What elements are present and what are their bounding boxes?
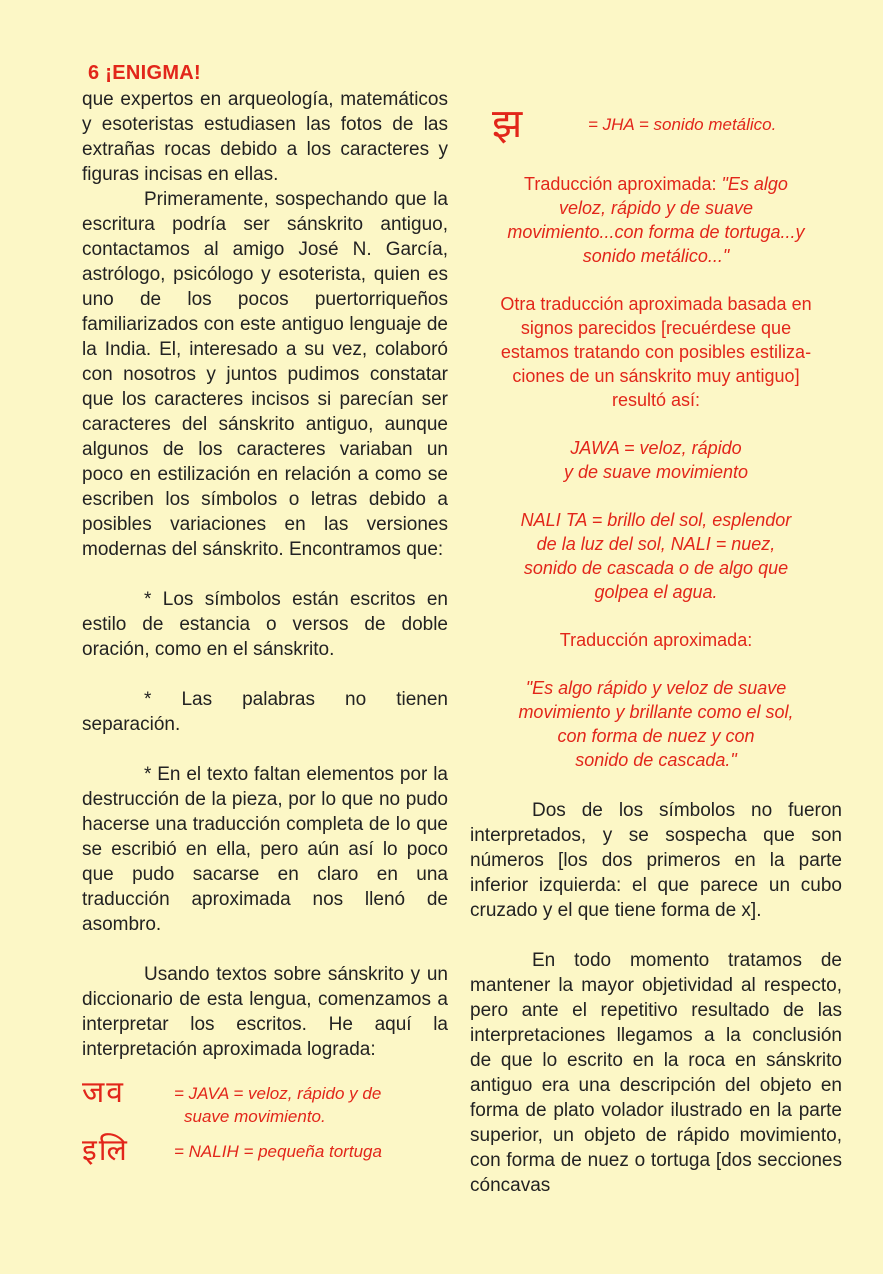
paragraph-sanskrit: Primeramente, sospechando que la escritura podría ser sánskrito antiguo, contactamos al amigo José N. García, astrólogo, psicólogo y esoterista, quien es uno de los pocos puertorriqueños familiarizados con este antiguo lenguaje de la India. El, interesado a su vez, colaboró con nosotros y juntos pudimos constatar que los caracteres incisos si parecían ser caracteres del sánskrito antiguo, aunque algunos de los caracteres variaban un poco en estilización en relación a como se escriben los símbolos o letras debido a posibles variaciones en las versiones modernas del sánskrito. Encontramos que: <box>82 189 448 560</box>
jawa-gloss: JAWA = veloz, rápido y de suave movimiento <box>563 438 749 482</box>
bullet-no-separation: * Las palabras no tienen separación. <box>82 689 448 735</box>
paragraph-intro: que expertos en arqueología, matemáticos y esoteristas estudiasen las fotos de las extrañas rocas debido a los caracteres y figuras incisas en ellas. <box>82 89 448 185</box>
translation-1-line3: movimiento...con forma de tortuga...y <box>507 222 805 242</box>
sanskrit-glyph-jha: झ <box>492 101 525 147</box>
paragraph-conclusion: En todo momento tratamos de mantener la mayor objetividad al respecto, pero ante el repetitivo resultado de las interpretaciones llegamos a la conclusión de que lo escrito en la roca en sánskrito antiguo era una descripción del objeto en forma de plato volador ilustrado en la parte superior, un objeto de rápido movimiento, con forma de nuez o tortuga [dos secciones cóncavas <box>470 950 842 1196</box>
right-column <box>470 100 842 1198</box>
translation-1 <box>470 172 842 268</box>
sanskrit-glyph-java: जव <box>82 1075 125 1110</box>
gloss-java-line2: suave movimiento. <box>184 1107 326 1126</box>
left-column <box>82 62 448 1168</box>
gloss-java-line1: = JAVA = veloz, rápido y de <box>174 1084 382 1103</box>
paragraph-dictionary: Usando textos sobre sánskrito y un diccionario de esta lengua, comenzamos a interpretar los escritos. He aquí la interpretación aproximada lograda: <box>82 964 448 1060</box>
paragraph-numbers: Dos de los símbolos no fueron interpretados, y se sospecha que son números [los dos primeros en la parte inferior izquierda: el que parece un cubo cruzado y el que tiene forma de x]. <box>470 800 842 921</box>
chapter-heading: 6 ¡ENIGMA! <box>88 62 201 84</box>
translation-1-line2: veloz, rápido y de suave <box>558 198 754 218</box>
bullet-stanza: * Los símbolos están escritos en estilo de estancia o versos de doble oración, como en el sánskrito. <box>82 589 448 660</box>
translation-2-quote: "Es algo rápido y veloz de suave movimiento y brillante como el sol, con forma de nuez y con sonido de cascada." <box>518 678 794 770</box>
translation-1-label: Traducción aproximada: <box>524 174 717 194</box>
translation-1-quote-start: "Es algo <box>721 174 788 194</box>
gloss-java <box>82 1076 448 1128</box>
translation-1-line4: sonido metálico..." <box>582 246 730 266</box>
gloss-jha <box>492 100 842 148</box>
other-translation-intro: Otra traducción aproximada basada en signos parecidos [recuérdese que estamos tratando con posibles estiliza- ciones de un sánskrito muy antiguo] resultó así: <box>500 294 812 410</box>
bullet-missing-elements: * En el texto faltan elementos por la destrucción de la pieza, por lo que no pudo hacerse una traducción completa de lo que se escribió en ella, pero aún así lo poco que pudo sacarse en claro en una traducción aproximada nos llenó de asombro. <box>82 764 448 935</box>
gloss-nalih-text: = NALIH = pequeña tortuga <box>174 1142 382 1161</box>
sanskrit-glyph-nalih: इलि <box>82 1133 129 1168</box>
gloss-nalih <box>82 1134 448 1168</box>
translation-2-label: Traducción aproximada: <box>559 630 753 650</box>
nalita-gloss: NALI TA = brillo del sol, esplendor de la luz del sol, NALI = nuez, sonido de cascada o de algo que golpea el agua. <box>520 510 792 602</box>
gloss-jha-text: = JHA = sonido metálico. <box>588 114 777 134</box>
